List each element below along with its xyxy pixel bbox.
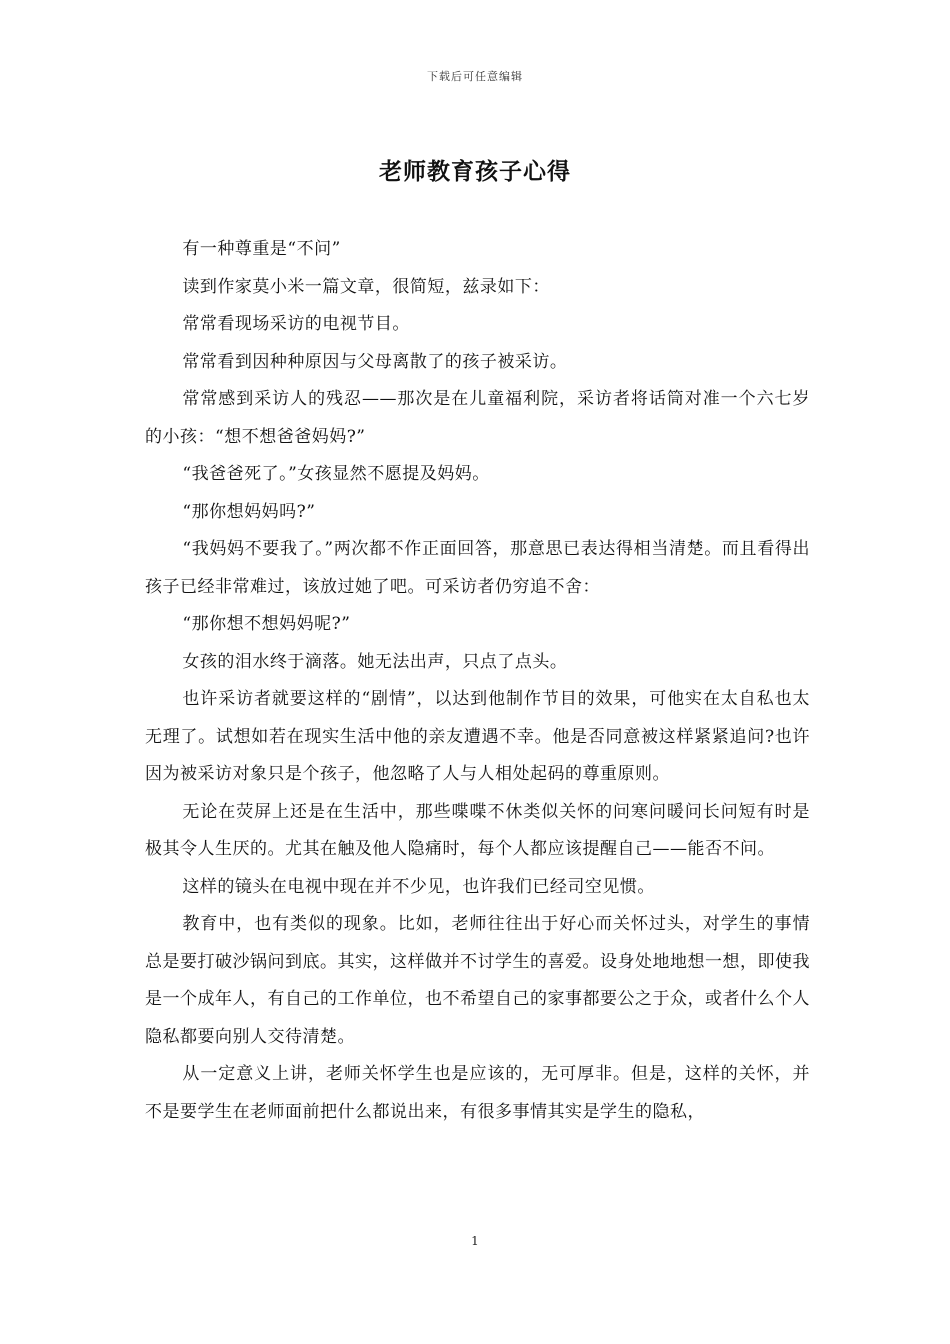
paragraph: 读到作家莫小米一篇文章，很简短，兹录如下： <box>182 276 550 297</box>
paragraph: “我妈妈不要我了。”两次都不作正面回答，那意思已表达得相当清楚。而且看得出孩子已经非常难过，该放过她了吧。可采访者仍穷追不舍： <box>145 539 810 597</box>
page-number: 1 <box>471 1234 479 1248</box>
paragraph: “那你想不想妈妈呢?” <box>182 614 351 634</box>
paragraph: 常常看现场采访的电视节目。 <box>182 314 410 334</box>
paragraph: 常常看到因种种原因与父母离散了的孩子被采访。 <box>182 351 568 372</box>
paragraph: 教育中，也有类似的现象。比如，老师往往出于好心而关怀过头，对学生的事情总是要打破沙锅问到底。其实，这样做并不讨学生的喜爱。设身处地地想一想，即使我是一个成年人，有自己的工作单位，也不希望自己的家事都要公之于众，或者什么个人隐私都要向别人交待清楚。 <box>145 914 810 1047</box>
document-title: 老师教育孩子心得 <box>379 158 571 185</box>
header-note: 下载后可任意编辑 <box>427 70 523 83</box>
paragraph: 无论在荧屏上还是在生活中，那些喋喋不休类似关怀的问寒问暖问长问短有时是极其令人生厌的。尤其在触及他人隐痛时，每个人都应该提醒自己——能否不问。 <box>145 801 810 859</box>
paragraph: 这样的镜头在电视中现在并不少见，也许我们已经司空见惯。 <box>182 876 655 897</box>
paragraph: 也许采访者就要这样的“剧情”，以达到他制作节目的效果，可他实在太自私也太无理了。试想如若在现实生活中他的亲友遭遇不幸。他是否同意被这样紧紧追问?也许因为被采访对象只是个孩子，他忽略了人与人相处起码的尊重原则。 <box>145 689 810 784</box>
paragraph: “那你想妈妈吗?” <box>182 501 316 522</box>
paragraph: 常常感到采访人的残忍——那次是在儿童福利院，采访者将话筒对准一个六七岁的小孩：“想不想爸爸妈妈?” <box>145 389 810 447</box>
paragraph: 有一种尊重是“不问” <box>182 239 341 259</box>
paragraph: 从一定意义上讲，老师关怀学生也是应该的，无可厚非。但是，这样的关怀，并不是要学生在老师面前把什么都说出来，有很多事情其实是学生的隐私， <box>145 1064 810 1122</box>
paragraph: 女孩的泪水终于滴落。她无法出声，只点了点头。 <box>182 651 568 672</box>
paragraph: “我爸爸死了。”女孩显然不愿提及妈妈。 <box>182 464 490 484</box>
document-body <box>145 231 810 1131</box>
